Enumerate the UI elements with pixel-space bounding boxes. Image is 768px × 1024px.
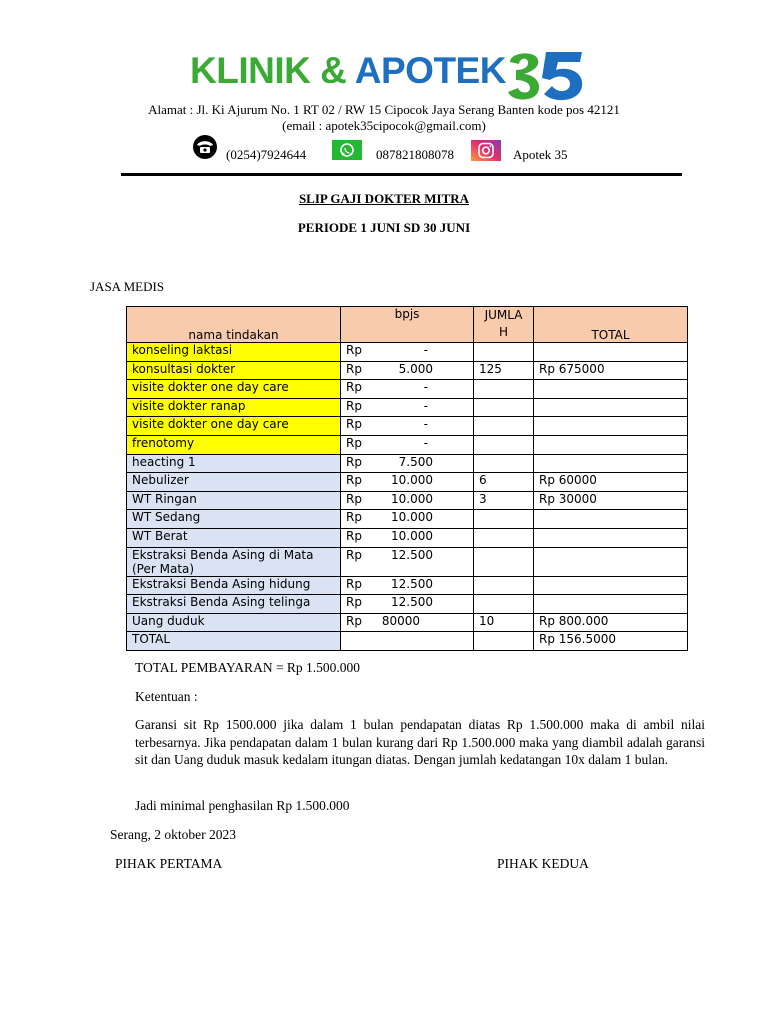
table-row — [127, 454, 688, 473]
table-row — [127, 547, 688, 576]
row-nama-tindakan: visite dokter ranap — [127, 398, 341, 417]
total-label: TOTAL — [127, 632, 341, 651]
contact-row — [0, 134, 768, 164]
row-bpjs — [341, 547, 474, 576]
minimal-penghasilan: Jadi minimal penghasilan Rp 1.500.000 — [135, 798, 350, 813]
row-currency: Rp — [346, 613, 362, 628]
row-jumlah — [474, 547, 534, 576]
header-total: TOTAL — [534, 307, 688, 343]
document-title: SLIP GAJI DOKTER MITRA — [298, 191, 470, 206]
table-row — [127, 417, 688, 436]
row-nama-tindakan: konseling laktasi — [127, 343, 341, 362]
row-nama-tindakan: Ekstraksi Benda Asing hidung — [127, 576, 341, 595]
table-row — [127, 473, 688, 492]
row-jumlah — [474, 454, 534, 473]
row-nama-tindakan: Nebulizer — [127, 473, 341, 492]
salary-table — [126, 306, 688, 651]
row-bpjs-value: - — [423, 380, 428, 395]
row-bpjs — [341, 343, 474, 362]
row-total — [534, 547, 688, 576]
row-bpjs — [341, 510, 474, 529]
row-nama-tindakan: WT Sedang — [127, 510, 341, 529]
row-nama-tindakan: visite dokter one day care — [127, 417, 341, 436]
row-total — [534, 576, 688, 595]
row-nama-tindakan: Uang duduk — [127, 613, 341, 632]
row-bpjs — [341, 435, 474, 454]
row-bpjs-value: 12.500 — [391, 595, 433, 610]
logo-klinik: KLINIK — [190, 50, 311, 91]
instagram-handle: Apotek 35 — [513, 147, 568, 162]
row-bpjs-value: 12.500 — [391, 576, 433, 591]
section-label: JASA MEDIS — [90, 279, 165, 294]
row-total — [534, 343, 688, 362]
row-total — [534, 398, 688, 417]
row-bpjs-value: 7.500 — [398, 454, 433, 469]
whatsapp-icon — [332, 140, 362, 160]
row-currency: Rp — [346, 454, 362, 469]
row-bpjs-value: 10.000 — [391, 528, 433, 543]
row-jumlah — [474, 510, 534, 529]
logo-ampersand: & — [320, 50, 347, 91]
row-nama-tindakan: WT Berat — [127, 528, 341, 547]
row-bpjs-value: - — [423, 343, 428, 357]
table-row — [127, 528, 688, 547]
row-jumlah — [474, 528, 534, 547]
row-nama-tindakan: WT Ringan — [127, 491, 341, 510]
row-bpjs — [341, 417, 474, 436]
row-currency: Rp — [346, 361, 362, 376]
row-bpjs — [341, 398, 474, 417]
row-jumlah: 10 — [474, 613, 534, 632]
row-bpjs — [341, 595, 474, 614]
instagram-icon — [471, 140, 501, 161]
row-bpjs-value: 80000 — [381, 613, 420, 628]
row-currency: Rp — [346, 595, 362, 610]
row-nama-tindakan: heacting 1 — [127, 454, 341, 473]
table-row — [127, 343, 688, 362]
table-row — [127, 435, 688, 454]
row-currency: Rp — [346, 435, 362, 450]
row-total — [534, 528, 688, 547]
row-currency: Rp — [346, 417, 362, 432]
row-bpjs-value: 5.000 — [398, 361, 433, 376]
row-bpjs-value: - — [423, 417, 428, 432]
row-total — [534, 380, 688, 399]
row-currency: Rp — [346, 343, 362, 357]
clinic-address: Alamat : Jl. Ki Ajurum No. 1 RT 02 / RW 15 Cipocok Jaya Serang Banten kode pos 42121 — [148, 102, 620, 117]
row-jumlah: 6 — [474, 473, 534, 492]
row-jumlah — [474, 595, 534, 614]
row-nama-tindakan: Ekstraksi Benda Asing di Mata (Per Mata) — [127, 547, 341, 576]
row-nama-tindakan: frenotomy — [127, 435, 341, 454]
row-bpjs — [341, 613, 474, 632]
total-empty-bpjs — [341, 632, 474, 651]
row-nama-tindakan: Ekstraksi Benda Asing telinga — [127, 595, 341, 614]
logo-35-mark — [506, 48, 586, 104]
row-jumlah: 125 — [474, 361, 534, 380]
ketentuan-label: Ketentuan : — [135, 689, 198, 704]
row-bpjs-value: 12.500 — [391, 547, 433, 562]
row-bpjs-value: 10.000 — [391, 473, 433, 488]
clinic-email: (email : apotek35cipocok@gmail.com) — [282, 118, 486, 133]
row-bpjs — [341, 576, 474, 595]
row-currency: Rp — [346, 380, 362, 395]
table-row — [127, 380, 688, 399]
total-empty-jumlah — [474, 632, 534, 651]
row-currency: Rp — [346, 473, 362, 488]
place-date: Serang, 2 oktober 2023 — [110, 827, 236, 842]
header-jumlah: JUMLA H — [474, 307, 534, 343]
row-total: Rp 675000 — [534, 361, 688, 380]
table-row — [127, 361, 688, 380]
row-bpjs — [341, 361, 474, 380]
row-bpjs — [341, 528, 474, 547]
table-total-row — [127, 632, 688, 651]
logo-wordmark — [190, 50, 506, 92]
row-jumlah — [474, 343, 534, 362]
row-nama-tindakan: visite dokter one day care — [127, 380, 341, 399]
total-pembayaran: TOTAL PEMBAYARAN = Rp 1.500.000 — [135, 660, 361, 675]
table-row — [127, 613, 688, 632]
telephone-icon — [189, 134, 221, 160]
row-total — [534, 595, 688, 614]
row-jumlah — [474, 417, 534, 436]
clinic-logo — [0, 48, 768, 104]
phone-number: (0254)7924644 — [226, 147, 307, 162]
row-bpjs — [341, 473, 474, 492]
logo-apotek: APOTEK — [354, 50, 506, 91]
row-bpjs — [341, 380, 474, 399]
row-bpjs-value: - — [423, 398, 428, 413]
table-row — [127, 510, 688, 529]
header-nama-tindakan: nama tindakan — [127, 307, 341, 343]
row-jumlah — [474, 576, 534, 595]
row-jumlah — [474, 380, 534, 399]
row-jumlah — [474, 398, 534, 417]
row-total — [534, 510, 688, 529]
document-period: PERIODE 1 JUNI SD 30 JUNI — [297, 220, 471, 235]
row-bpjs-value: 10.000 — [391, 491, 433, 506]
table-row — [127, 595, 688, 614]
row-total: Rp 30000 — [534, 491, 688, 510]
row-currency: Rp — [346, 398, 362, 413]
row-total — [534, 417, 688, 436]
row-currency: Rp — [346, 547, 362, 562]
row-total: Rp 800.000 — [534, 613, 688, 632]
row-currency: Rp — [346, 528, 362, 543]
row-total — [534, 435, 688, 454]
row-currency: Rp — [346, 576, 362, 591]
row-jumlah: 3 — [474, 491, 534, 510]
whatsapp-number: 087821808078 — [376, 147, 454, 162]
ketentuan-text: Garansi sit Rp 1500.000 jika dalam 1 bulan pendapatan diatas Rp 1.500.000 maka di ambil nilai terbesarnya. Jika pendapatan dalam 1 bulan kurang dari Rp 1.500.000 maka yang diambil adalah garansi sit dan Uang duduk masuk kedalam itungan diatas. Dengan jumlah kedatangan 10x dalam 1 bulan. — [135, 717, 705, 767]
row-currency: Rp — [346, 510, 362, 525]
row-jumlah — [474, 435, 534, 454]
table-row — [127, 576, 688, 595]
row-total — [534, 454, 688, 473]
header-bpjs: bpjs — [341, 307, 474, 343]
row-bpjs — [341, 491, 474, 510]
row-total: Rp 60000 — [534, 473, 688, 492]
row-nama-tindakan: konsultasi dokter — [127, 361, 341, 380]
total-value: Rp 156.5000 — [534, 632, 688, 651]
table-row — [127, 491, 688, 510]
table-row — [127, 398, 688, 417]
row-bpjs-value: - — [423, 435, 428, 450]
pihak-pertama: PIHAK PERTAMA — [115, 856, 223, 871]
pihak-kedua: PIHAK KEDUA — [497, 856, 589, 871]
header-divider — [121, 173, 682, 176]
row-bpjs — [341, 454, 474, 473]
row-currency: Rp — [346, 491, 362, 506]
row-bpjs-value: 10.000 — [391, 510, 433, 525]
table-header-row — [127, 307, 688, 343]
